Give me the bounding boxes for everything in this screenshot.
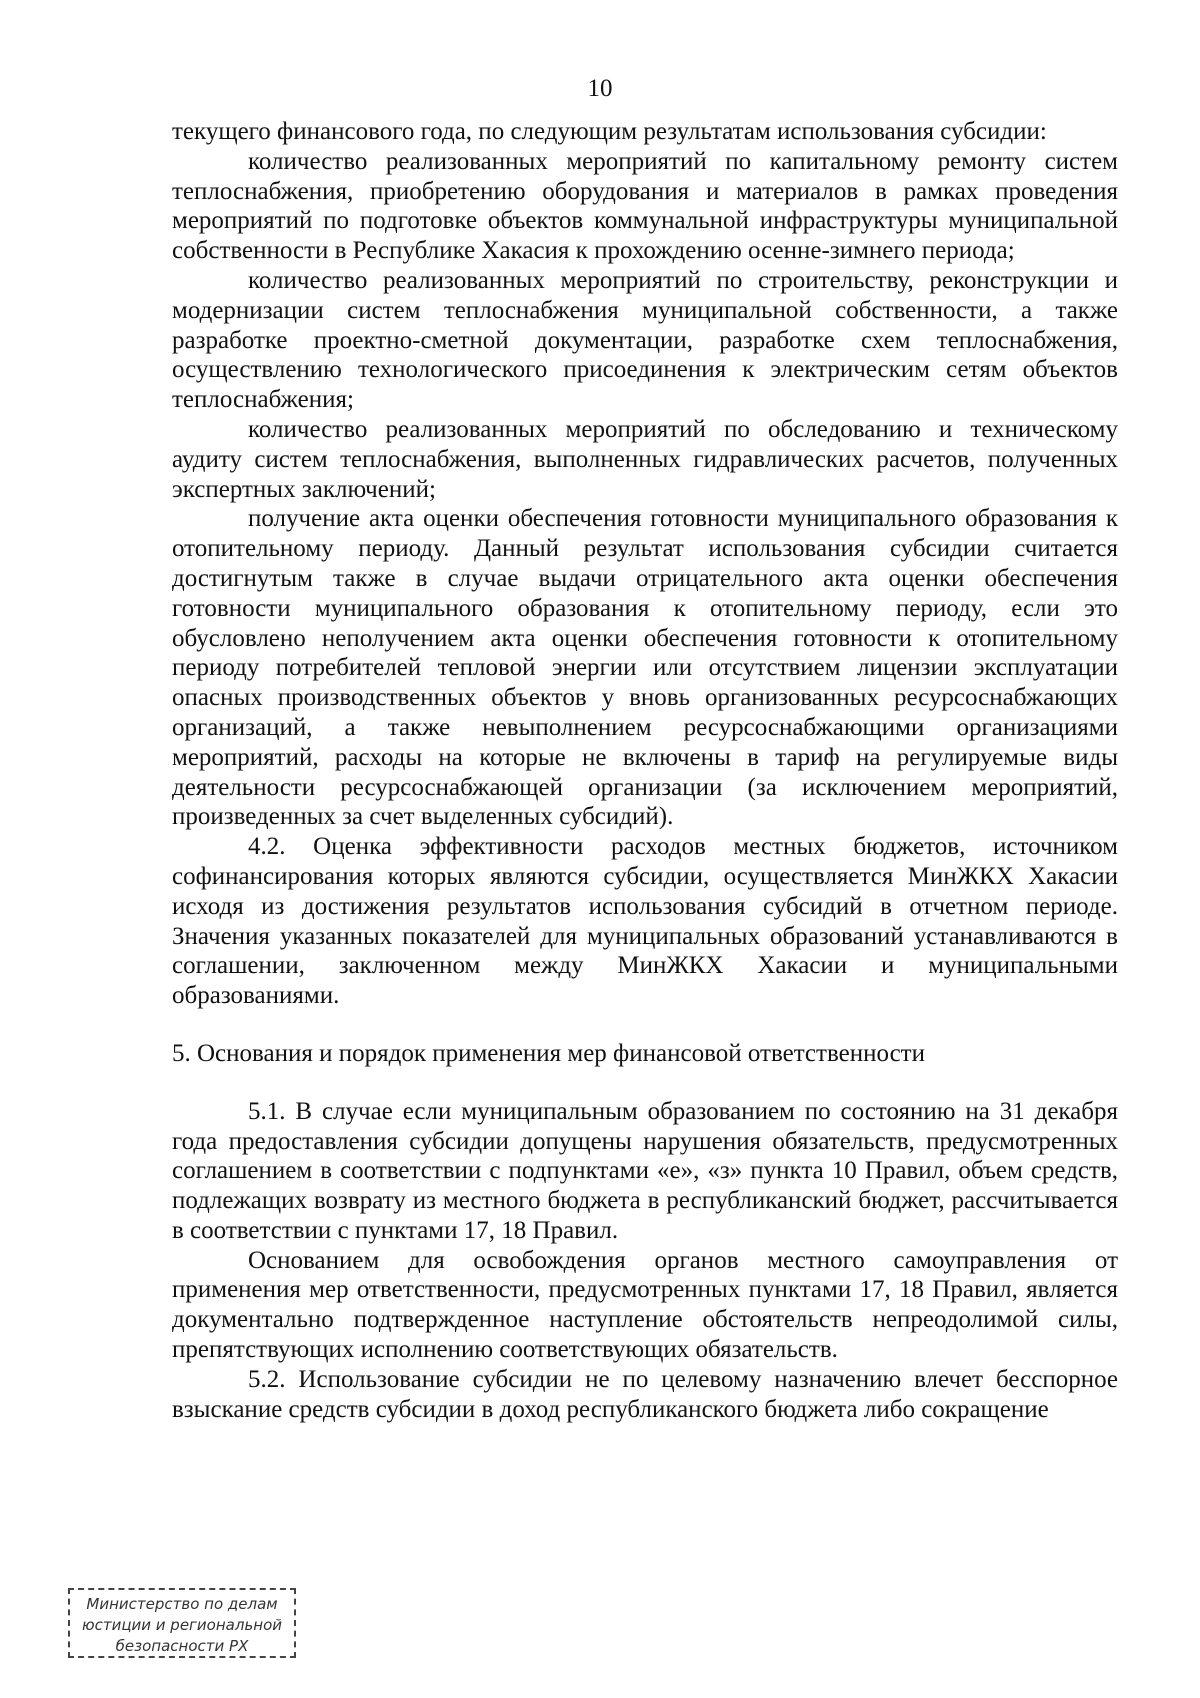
stamp-line-2: юстиции и региональной (81, 1616, 283, 1634)
paragraph-result-construction: количество реализованных мероприятий по строительству, реконструкции и модернизации систем теплоснабжения муниципальной собственности, а также разработке проектно-сметной документации, разработке схем теплоснабжения, осуществлению технологического присоединения к электрическим сетям объектов теплоснабжения; (172, 266, 1118, 414)
paragraph-result-readiness-act: получение акта оценки обеспечения готовности муниципального образования к отопительному периоду. Данный результат использования субсидии считается достигнутым также в случае выдачи отрицательного акта оценки обеспечения готовности муниципального образования к отопительному периоду, если это обусловлено неполучением акта оценки обеспечения готовности к отопительному периоду потребителей тепловой энергии или отсутствием лицензии эксплуатации опасных производственных объектов у вновь организованных ресурсоснабжающих организаций, а также невыполнением ресурсоснабжающими организациями мероприятий, расходы на которые не включены в тариф на регулируемые виды деятельности ресурсоснабжающей организации (за исключением мероприятий, произведенных за счет выделенных субсидий). (172, 505, 1118, 831)
stamp-line-1: Министерство по делам (86, 1595, 278, 1613)
paragraph-force-majeure: Основанием для освобождения органов местного самоуправления от применения мер ответственности, предусмотренных пунктами 17, 18 Правил, является документально подтвержденное наступление обстоятельств непреодолимой силы, препятствующих исполнению соответствующих обязательств. (172, 1246, 1118, 1364)
paragraph-5-2: 5.2. Использование субсидии не по целевому назначению влечет бесспорное взыскание средств субсидии в доход республиканского бюджета либо сокращение (172, 1365, 1118, 1423)
paragraph-result-capital-repair: количество реализованных мероприятий по капитальному ремонту систем теплоснабжения, приобретению оборудования и материалов в рамках проведения мероприятий по подготовке объектов коммунальной инфраструктуры муниципальной собственности в Республике Хакасия к прохождению осенне-зимнего периода; (172, 147, 1118, 265)
page-number: 10 (587, 75, 613, 102)
section-5-heading: 5. Основания и порядок применения мер финансовой ответственности (172, 1039, 925, 1067)
ministry-stamp (68, 1588, 296, 1658)
paragraph-continuation: текущего финансового года, по следующим результатам использования субсидии: (172, 118, 1047, 145)
document-body (172, 117, 1118, 1424)
stamp-line-3: безопасности РХ (115, 1637, 249, 1655)
paragraph-4-2: 4.2. Оценка эффективности расходов местных бюджетов, источником софинансирования которых являются субсидии, осуществляется МинЖКХ Хакасии исходя из достижения результатов использования субсидий в отчетном периоде. Значения указанных показателей для муниципальных образований устанавливаются в соглашении, заключенном между МинЖКХ Хакасии и муниципальными образованиями. (172, 833, 1118, 1010)
paragraph-result-audit: количество реализованных мероприятий по обследованию и техническому аудиту систем теплоснабжения, выполненных гидравлических расчетов, полученных экспертных заключений; (172, 415, 1118, 503)
paragraph-5-1: 5.1. В случае если муниципальным образованием по состоянию на 31 декабря года предоставления субсидии допущены нарушения обязательств, предусмотренных соглашением в соответствии с подпунктами «е», «з» пункта 10 Правил, объем средств, подлежащих возврату из местного бюджета в республиканский бюджет, рассчитывается в соответствии с пунктами 17, 18 Правил. (172, 1097, 1118, 1244)
